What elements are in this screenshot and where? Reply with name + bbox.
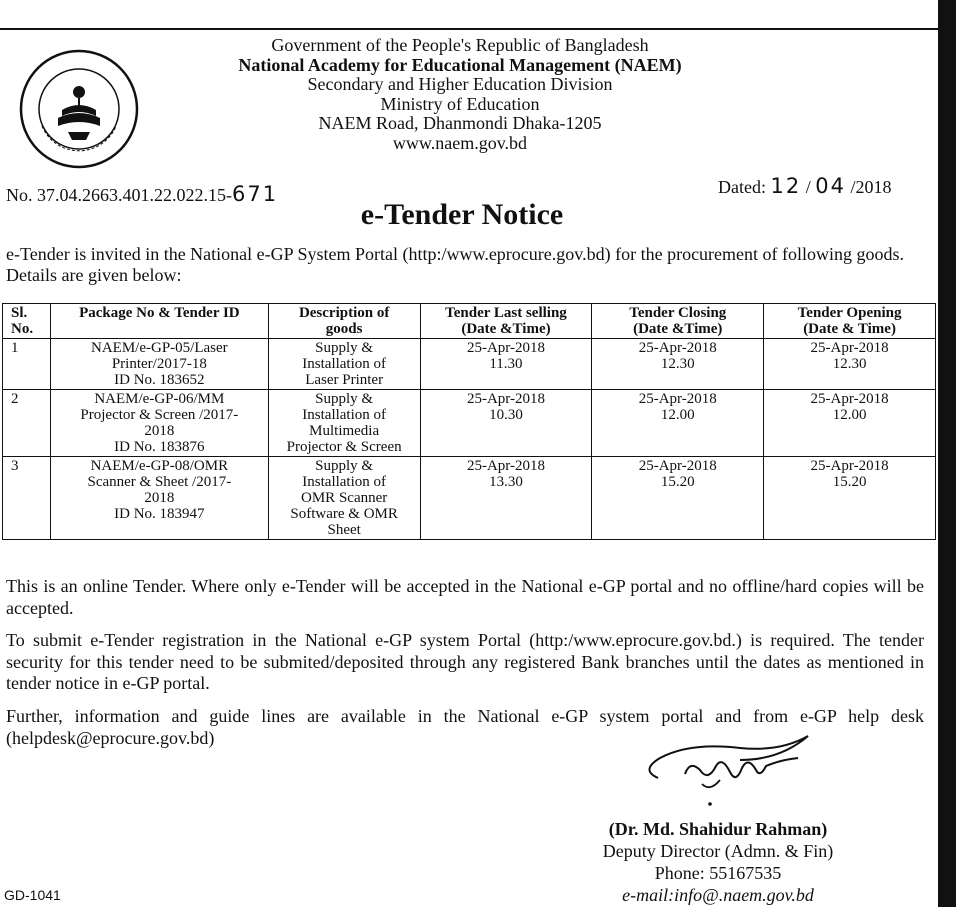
intro-paragraph: e-Tender is invited in the National e-GP System Portal (http:/www.eprocure.gov.bd) for the procurement of following goods. Details are given below: xyxy=(6,244,905,285)
cell-last-selling: 25-Apr-2018 11.30 xyxy=(420,339,592,390)
ministry-line: Ministry of Education xyxy=(380,93,540,114)
memo-date xyxy=(718,174,891,198)
website-line: www.naem.gov.bd xyxy=(392,132,528,153)
cell-sl: 3 xyxy=(3,457,51,540)
date-year: /2018 xyxy=(850,177,892,197)
signature xyxy=(630,730,830,810)
cell-description: Supply & Installation of OMR Scanner Software & OMR Sheet xyxy=(268,457,420,540)
date-sep: / xyxy=(805,177,811,197)
notice-title: e-Tender Notice xyxy=(360,198,564,231)
header-opening: Tender Opening (Date & Time) xyxy=(764,304,936,339)
top-border-line xyxy=(0,28,940,30)
naem-logo xyxy=(18,48,140,170)
cell-sl: 1 xyxy=(3,339,51,390)
table-row xyxy=(3,339,936,390)
academy-name: National Academy for Educational Management (NAEM) xyxy=(238,54,682,75)
address-line: NAEM Road, Dhanmondi Dhaka-1205 xyxy=(318,113,602,133)
cell-opening: 25-Apr-2018 15.20 xyxy=(764,457,936,540)
signatory-phone: Phone: 55167535 xyxy=(654,863,782,883)
footer-code: GD-1041 xyxy=(4,887,61,903)
govt-line: Government of the People's Republic of Bangladesh xyxy=(271,35,649,55)
cell-package: NAEM/e-GP-08/OMR Scanner & Sheet /2017- 2018 ID No. 183947 xyxy=(50,457,268,540)
memo-prefix: No. 37.04.2663.401.22.022.15- xyxy=(6,185,232,205)
cell-description: Supply & Installation of Multimedia Projector & Screen xyxy=(268,390,420,457)
cell-package: NAEM/e-GP-05/Laser Printer/2017-18 ID No. 183652 xyxy=(50,339,268,390)
signatory-block xyxy=(568,818,868,906)
letterhead xyxy=(150,36,770,153)
cell-sl: 2 xyxy=(3,390,51,457)
online-tender-paragraph: This is an online Tender. Where only e-Tender will be accepted in the National e-GP portal and no offline/hard copies will be accepted. xyxy=(6,576,924,618)
table-row xyxy=(3,390,936,457)
cell-opening: 25-Apr-2018 12.00 xyxy=(764,390,936,457)
registration-paragraph: To submit e-Tender registration in the National e-GP system Portal (http:/www.eprocure.gov.bd.) is required. The tender security for this tender need to be submited/deposited through any registered Bank branches until the dates as mentioned in tender notice in e-GP portal. xyxy=(6,630,924,693)
date-day: 12 xyxy=(770,174,802,198)
cell-package: NAEM/e-GP-06/MM Projector & Screen /2017- 2018 ID No. 183876 xyxy=(50,390,268,457)
table-header-row xyxy=(3,304,936,339)
signatory-email: e-mail:info@.naem.gov.bd xyxy=(622,885,814,905)
tender-table xyxy=(2,303,936,540)
memo-handwritten-no: 671 xyxy=(232,182,279,206)
header-sl: Sl. No. xyxy=(3,304,51,339)
division-line: Secondary and Higher Education Division xyxy=(307,74,613,94)
cell-closing: 25-Apr-2018 15.20 xyxy=(592,457,764,540)
signatory-designation: Deputy Director (Admn. & Fin) xyxy=(602,841,834,861)
cell-last-selling: 25-Apr-2018 13.30 xyxy=(420,457,592,540)
header-description: Description of goods xyxy=(268,304,420,339)
top-margin xyxy=(0,0,956,24)
cell-opening: 25-Apr-2018 12.30 xyxy=(764,339,936,390)
date-label: Dated: xyxy=(718,177,766,197)
header-package: Package No & Tender ID xyxy=(50,304,268,339)
cell-closing: 25-Apr-2018 12.00 xyxy=(592,390,764,457)
cell-closing: 25-Apr-2018 12.30 xyxy=(592,339,764,390)
signatory-name: (Dr. Md. Shahidur Rahman) xyxy=(608,819,828,839)
helpdesk-paragraph: Further, information and guide lines are available in the National e-GP system portal and from e-GP help desk (helpdesk@eprocure.gov.bd) xyxy=(6,706,924,748)
cell-last-selling: 25-Apr-2018 10.30 xyxy=(420,390,592,457)
table-row xyxy=(3,457,936,540)
date-month: 04 xyxy=(815,174,846,198)
header-last-selling: Tender Last selling (Date &Time) xyxy=(420,304,592,339)
header-closing: Tender Closing (Date &Time) xyxy=(592,304,764,339)
cell-description: Supply & Installation of Laser Printer xyxy=(268,339,420,390)
right-scan-edge xyxy=(938,0,956,907)
